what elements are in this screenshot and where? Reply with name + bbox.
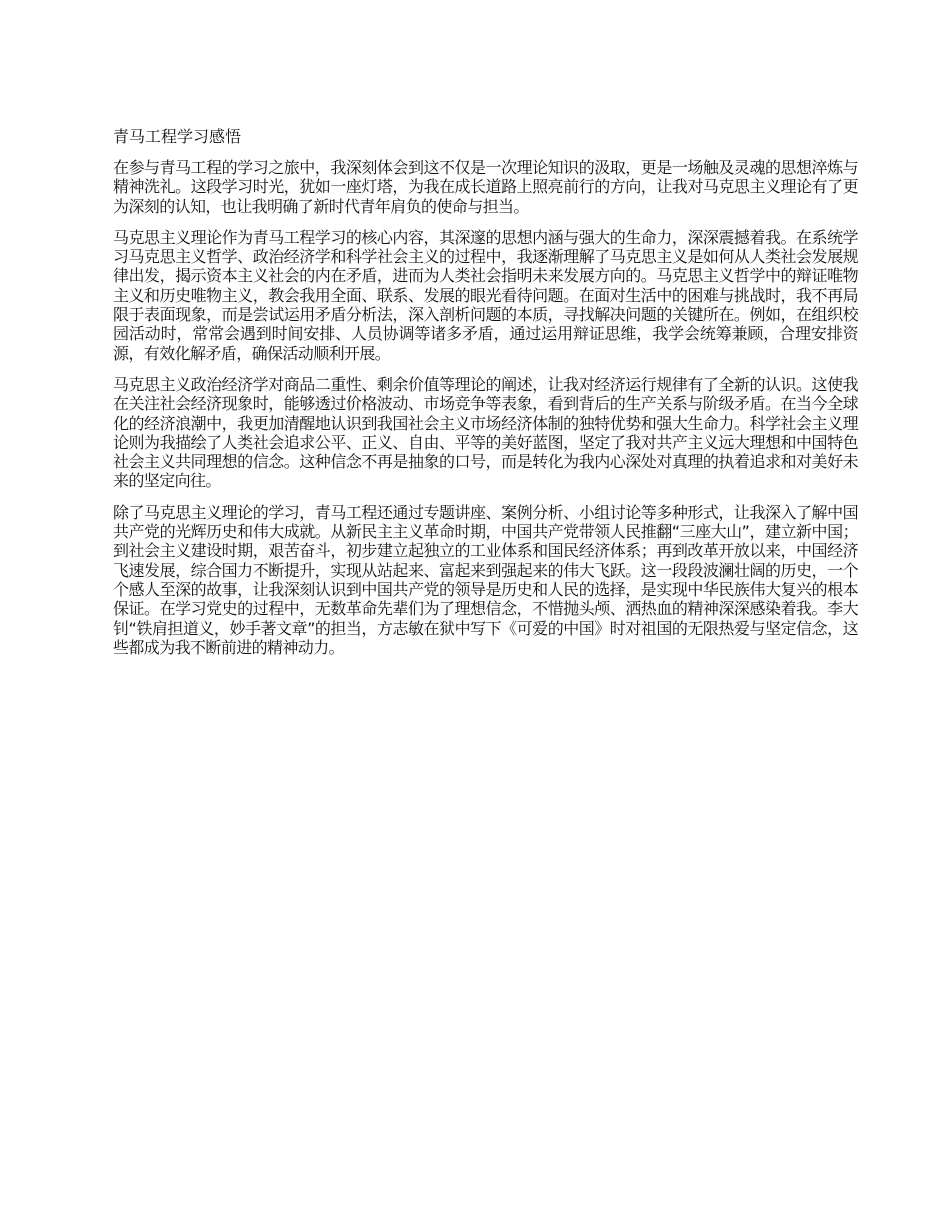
- paragraph-3: 马克思主义政治经济学对商品二重性、剩余价值等理论的阐述，让我对经济运行规律有了全新的认识。这使我在关注社会经济现象时，能够透过价格波动、市场竞争等表象，看到背后的生产关系与阶级矛盾。在当今全球化的经济浪潮中，我更加清醒地认识到我国社会主义市场经济体制的独特优势和强大生命力。科学社会主义理论则为我描绘了人类社会追求公平、正义、自由、平等的美好蓝图，坚定了我对共产主义远大理想和中国特色社会主义共同理想的信念。这种信念不再是抽象的口号，而是转化为我内心深处对真理的执着追求和对美好未来的坚定向往。: [113, 374, 858, 491]
- paragraph-4: 除了马克思主义理论的学习，青马工程还通过专题讲座、案例分析、小组讨论等多种形式，让我深入了解中国共产党的光辉历史和伟大成就。从新民主主义革命时期，中国共产党带领人民推翻“三座大山”，建立新中国；到社会主义建设时期，艰苦奋斗，初步建立起独立的工业体系和国民经济体系；再到改革开放以来，中国经济飞速发展，综合国力不断提升，实现从站起来、富起来到强起来的伟大飞跃。这一段段波澜壮阔的历史，一个个感人至深的故事，让我深刻认识到中国共产党的领导是历史和人民的选择，是实现中华民族伟大复兴的根本保证。在学习党史的过程中，无数革命先辈们为了理想信念，不惜抛头颅、洒热血的精神深深感染着我。李大钊“铁肩担道义，妙手著文章”的担当，方志敏在狱中写下《可爱的中国》时对祖国的无限热爱与坚定信念，这些都成为我不断前进的精神动力。: [113, 502, 858, 657]
- document-title: 青马工程学习感悟: [113, 127, 242, 146]
- paragraph-1: 在参与青马工程的学习之旅中，我深刻体会到这不仅是一次理论知识的汲取，更是一场触及灵魂的思想淬炼与精神洗礼。这段学习时光，犹如一座灯塔，为我在成长道路上照亮前行的方向，让我对马克思主义理论有了更为深刻的认知，也让我明确了新时代青年肩负的使命与担当。: [113, 158, 858, 216]
- paragraph-2: 马克思主义理论作为青马工程学习的核心内容，其深邃的思想内涵与强大的生命力，深深震撼着我。在系统学习马克思主义哲学、政治经济学和科学社会主义的过程中，我逐渐理解了马克思主义是如何从人类社会发展规律出发，揭示资本主义社会的内在矛盾，进而为人类社会指明未来发展方向的。马克思主义哲学中的辩证唯物主义和历史唯物主义，教会我用全面、联系、发展的眼光看待问题。在面对生活中的困难与挑战时，我不再局限于表面现象，而是尝试运用矛盾分析法，深入剖析问题的本质，寻找解决问题的关键所在。例如，在组织校园活动时，常常会遇到时间安排、人员协调等诸多矛盾，通过运用辩证思维，我学会统筹兼顾，合理安排资源，有效化解矛盾，确保活动顺利开展。: [113, 227, 858, 363]
- document-page: [113, 127, 858, 669]
